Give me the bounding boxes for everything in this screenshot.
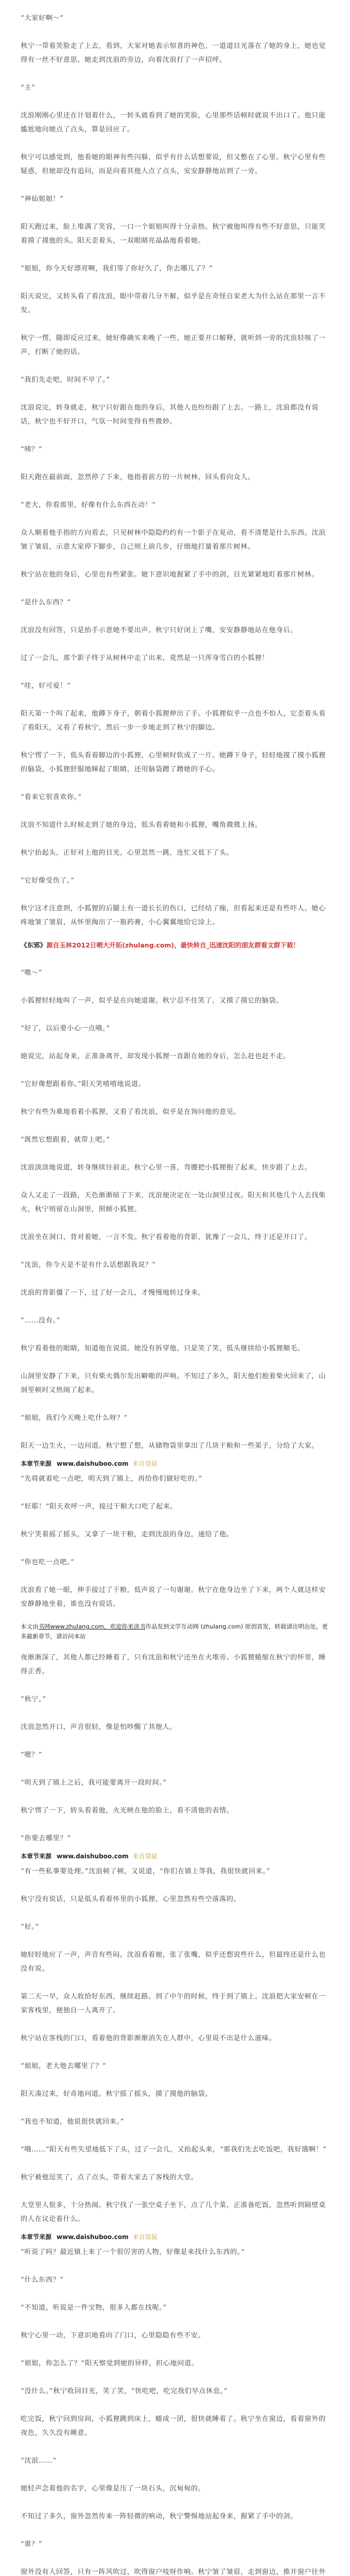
watermark-url[interactable]: www.daishuboo.com xyxy=(57,1460,129,1467)
paragraph: “姐姐，我们今天晚上吃什么呀？” xyxy=(21,1414,128,1422)
paragraph: 秋宁站在他的身后，心里也有些紧张。她下意识地握紧了手中的剑，目光紧紧地盯着那片树林。 xyxy=(21,571,319,579)
paragraph: “姐姐，你怎么了？”阳天察觉到她的异样，担心地问道。 xyxy=(21,2360,199,2367)
paragraph: 秋宁心里一动，下意识地看向了门口，心里隐隐有些不安。 xyxy=(21,2332,205,2340)
paragraph: “明天到了镇上之后，我可能要离开一段时间。” xyxy=(21,1779,167,1787)
paragraph: “哇，好可爱！” xyxy=(21,682,71,690)
paragraph: 阳天跑过来，脸上堆满了笑容，一口一个姐姐叫得十分亲热。秋宁被他叫得有些不好意思，只能笑着摸了摸他的头。阳天歪着头，一双眼睛亮晶晶地看着她。 xyxy=(21,223,326,245)
paragraph: 过了一会儿，那个影子终于从树林中走了出来，竟然是一只浑身雪白的小狐狸！ xyxy=(21,654,269,662)
paragraph: 沈浪没有回答，只是抬手示意她不要出声。秋宁只好闭上了嘴，安安静静地站在他身后。 xyxy=(21,626,297,634)
mid-notice-left: 本文由 xyxy=(21,1623,39,1630)
paragraph: 众人顺着他手指的方向看去，只见树林中隐隐约约有一个影子在晃动，看不清楚是什么东西。沈浪皱了皱眉，示意大家停下脚步，自己则上前几步，仔细地打量着那片树林。 xyxy=(21,529,326,551)
paragraph: 山洞里安静了下来，只有柴火偶尔发出噼啪的声响。不知过了多久，阳天他们抱着柴火回来了，山洞里顿时又热闹了起来。 xyxy=(21,1372,326,1394)
watermark-line xyxy=(21,1460,332,1468)
paragraph: 秋宁有些为难地看着小狐狸，又看了看沈浪，似乎是在询问他的意见。 xyxy=(21,1108,241,1116)
paragraph: “秋宁。” xyxy=(21,1696,46,1703)
watermark-site: 本章节来源 xyxy=(21,2233,52,2241)
paragraph: “好。” xyxy=(21,1923,39,1931)
watermark-label: 来自袋鼠 xyxy=(132,2233,157,2241)
paragraph: 秋宁可以感觉到，他看她的眼神有些闪躲，似乎有什么话想要说，但又憋在了心里。秋宁心里有些疑惑，但她却没有追问，而是向着其他人点了点头，安安静静地站到了一旁。 xyxy=(21,154,326,175)
paragraph: 秋宁站在客栈的门口，看着他的背影渐渐消失在人群中，心里说不出是什么滋味。 xyxy=(21,2035,276,2042)
paragraph: 沈浪刚刚心里还在计划着什么，一转头就看到了她的笑脸，心里那些话顿时就说不出口了。他只能尴尬地向她点了点头，算是回应了。 xyxy=(21,112,326,133)
paragraph: “我们先走吧，时间不早了。” xyxy=(21,376,110,384)
paragraph: 秋宁愣了一下，低头看着脚边的小狐狸，心里顿时软成了一片。她蹲下身子，轻轻地摸了摸小狐狸的脑袋，小狐狸舒服地眯起了眼睛，还用脑袋蹭了蹭她的手心。 xyxy=(21,752,326,773)
paragraph: “你也吃一点吧。” xyxy=(21,1558,75,1566)
watermark-site: 本章节来源 xyxy=(21,1853,52,1860)
paragraph: “它好像受伤了。” xyxy=(21,877,75,885)
paragraph: 秋宁看着他的眼睛，知道他在说谎。她没有拆穿他，只是笑了笑，低头继续给小狐狸顺毛。 xyxy=(21,1345,305,1352)
paragraph: 夜渐渐深了，其他人都已经睡着了，只有沈浪和秋宁还坐在火堆旁。小狐狸蜷缩在秋宁的怀里，睡得正香。 xyxy=(21,1654,326,1675)
paragraph: 沈浪看了她一眼，伸手接过了干粮，低声说了一句谢谢。秋宁在他身边坐了下来，两个人就这样安安静静地坐着，谁也没有说话。 xyxy=(21,1586,326,1608)
paragraph: “沈浪，你今天是不是有什么话想跟我说？” xyxy=(21,1261,156,1269)
source-prefix: 《东邪》 xyxy=(21,941,47,949)
watermark-url[interactable]: www.daishuboo.com xyxy=(57,2233,129,2241)
watermark-label: 来自袋鼠 xyxy=(132,1853,157,1860)
paragraph: 窗外没有人回答，只有一阵风吹过，吹得窗户吱呀作响。秋宁皱了皱眉，走到窗边，推开窗户往外 xyxy=(21,2568,326,2576)
paragraph: “好耶！”阳天欢呼一声，接过干粮大口吃了起来。 xyxy=(21,1503,178,1511)
watermark-label: 来自袋鼠 xyxy=(132,1460,157,1467)
paragraph: “嗯？” xyxy=(21,1751,43,1759)
paragraph: 秋宁这才注意到，小狐狸的后腿上有一道长长的伤口，已经结了痂，但看起来还是有些吓人。她心疼地皱了皱眉，从怀里掏出了一瓶药膏，小心翼翼地给它涂上。 xyxy=(21,905,326,926)
paragraph: “姐姐，你今天好漂亮啊，我们等了你好久了，你去哪儿了？” xyxy=(21,265,213,273)
paragraph: 沈浪说完，转身就走，秋宁只好跟在他的身后，其他人也纷纷跟了上去。一路上，沈浪都没有说话，秋宁也不好开口，气氛一时间变得有些微妙。 xyxy=(21,404,319,426)
paragraph: 她说完，站起身来，正准备离开，却发现小狐狸一直跟在她的身后，怎么赶也赶不走。 xyxy=(21,1053,290,1060)
paragraph: “谁？” xyxy=(21,2540,43,2548)
paragraph: 沈浪不知道什么时候走到了她的身边，低头看着她和小狐狸，嘴角微微上扬。 xyxy=(21,821,262,829)
paragraph: “听说了吗？最近镇上来了一个很厉害的人物，好像是来找什么东西的。” xyxy=(21,2248,245,2256)
paragraph: “好了，以后要小心一点哦。” xyxy=(21,1025,110,1032)
paragraph: 阳天一边生火，一边问道。秋宁想了想，从储物袋里拿出了几块干粮和一些果子，分给了大家。 xyxy=(21,1442,319,1450)
paragraph: 阳天跑在最前面，忽然停了下来，他指着前方的一片树林，回头看向众人。 xyxy=(21,473,255,481)
paragraph: “你要去哪里？” xyxy=(21,1835,71,1842)
paragraph: 众人又走了一段路，天色渐渐暗了下来，沈浪便决定在一处山洞里过夜。阳天和其他几个人去找柴火，秋宁则留在山洞里，照顾小狐狸。 xyxy=(21,1192,326,1213)
paragraph: 不知过了多久，窗外忽然传来一阵轻微的响动，秋宁警惕地站起身来，握紧了手中的剑。 xyxy=(21,2513,297,2520)
paragraph: “我也不知道，他说很快就回来。” xyxy=(21,2118,125,2126)
paragraph: “没什么。”秋宁收回目光，笑了笑，“快吃吧，吃完我们早点休息。” xyxy=(21,2387,228,2395)
paragraph: 秋宁没有说话，只是低头看着怀里的小狐狸，心里忽然有些空落落的。 xyxy=(21,1895,241,1903)
paragraph: “神仙姐姐！” xyxy=(21,195,64,203)
paragraph: “哦……”阳天有些失望地低下了头，过了一会儿，又抬起头来，“那我们先去吃饭吧，我好饿啊！” xyxy=(21,2146,327,2154)
paragraph: “主” xyxy=(21,84,36,92)
paragraph: 沈浪忽然开口，声音很轻，像是怕吵醒了其他人。 xyxy=(21,1723,177,1731)
paragraph: “是什么东西？” xyxy=(21,599,71,606)
paragraph: “什么东西？” xyxy=(21,2276,64,2284)
paragraph: 她轻轻地应了一声，声音有些闷。沈浪看着她，张了张嘴，似乎还想说些什么，但最终还是什么也没有说。 xyxy=(21,1951,326,1973)
paragraph: 阳天第一个叫了起来，他蹲下身子，朝着小狐狸伸出了手。小狐狸似乎一点也不怕人，它歪着头看了看阳天，又看了看秋宁，然后一步一步地走到了秋宁的脚边。 xyxy=(21,710,326,732)
paragraph: 秋宁笑着摇了摇头，又拿了一块干粮，走到沈浪的身边，递给了他。 xyxy=(21,1531,234,1538)
paragraph: 沈浪坐在洞口，背对着她，一言不发。秋宁看着他的背影，犹豫了一会儿，终于还是开口了。 xyxy=(21,1233,312,1241)
paragraph: 阳天说完，又转头看了看沈浪，眼中带着几分不解，似乎是在奇怪自家老大为什么站在那里一言不发。 xyxy=(21,293,326,314)
watermark-site: 本章节来源 xyxy=(21,1460,52,1467)
paragraph: 第二天一早，众人收拾好东西，继续赶路。到了中午的时候，终于到了镇上。沈浪把大家安顿在一家客栈里，便独自一人离开了。 xyxy=(21,1993,326,2014)
paragraph: 秋宁愣了一下，转头看着他，火光映在他的脸上，看不清他的表情。 xyxy=(21,1807,234,1815)
watermark-url[interactable]: www.daishuboo.com xyxy=(57,1853,129,1860)
watermark-line xyxy=(21,1852,332,1860)
paragraph: 大堂里人很多，十分热闹。秋宁找了一张空桌子坐下，点了几个菜，正准备吃饭，忽然听到隔壁桌的人在议论着什么。 xyxy=(21,2201,326,2223)
paragraph: “姐姐，老大他去哪里了？” xyxy=(21,2062,107,2070)
source-link[interactable]: 源自玉林2012日晒大开拓(zhulang.com)，最快转自_迅速沈阳的朋友群看文群下载！ xyxy=(46,941,300,949)
paragraph: “它好像想跟着你。”阳天笑嘻嘻地说道。 xyxy=(21,1080,146,1088)
paragraph: 小狐狸轻轻地叫了一声，似乎是在向她道谢。秋宁忍不住笑了，又摸了摸它的脑袋。 xyxy=(21,997,284,1005)
mid-notice-link[interactable]: 书网www.zhulang.com，欢迎你来读书 xyxy=(38,1623,146,1630)
paragraph: 沈浪的背影僵了一下，过了好一会儿，才慢慢地转过身来。 xyxy=(21,1289,205,1297)
paragraph: 她轻声念着他的名字，心里像是压了一块石头，沉甸甸的。 xyxy=(21,2485,205,2493)
paragraph: 阳天凑过来，好奇地问道。秋宁摇了摇头，摸了摸他的脑袋。 xyxy=(21,2090,213,2098)
paragraph: 秋宁一愣，随即反应过来，她好像确实来晚了一些。她正要开口解释，就听到一旁的沈浪轻咳了一声，打断了她的话。 xyxy=(21,334,326,356)
paragraph: “……没有。” xyxy=(21,1317,61,1325)
paragraph: “先将就着吃一点吧，明天到了镇上，再给你们做好吃的。” xyxy=(21,1475,202,1483)
paragraph: “咦？” xyxy=(21,446,43,453)
mid-notice xyxy=(21,1621,332,1640)
paragraph: “沈浪……” xyxy=(21,2457,57,2465)
paragraph: “老大，你看那里，好像有什么东西在动！” xyxy=(21,501,156,509)
paragraph: “既然它想跟着，就带上吧。” xyxy=(21,1136,110,1144)
paragraph: “看来它很喜欢你。” xyxy=(21,793,82,801)
paragraph: 秋宁抬起头，正好对上他的目光，心里忽然一跳，连忙又低下了头。 xyxy=(21,849,234,857)
source-notice xyxy=(21,940,332,951)
paragraph: 秋宁被他逗笑了，点了点头，带着大家去了客栈的大堂。 xyxy=(21,2174,198,2181)
paragraph: “嗷～” xyxy=(21,969,43,977)
paragraph: 沈浪淡淡地说道，转身继续往前走。秋宁心里一喜，弯腰把小狐狸抱了起来，快步跟了上去。 xyxy=(21,1164,312,1172)
paragraph: “有一些私事要处理。”沈浪顿了顿，又说道，“你们在镇上等我，我很快就回来。” xyxy=(21,1868,270,1875)
watermark-line xyxy=(21,2233,332,2241)
paragraph: 秋宁一带着笑脸走了上去，看到，大家对她表示惊喜的神色，一道道目光落在了她的身上，她也觉得有一丝不好意思。她走到沈浪的旁边，向着沈浪打了一声招呼。 xyxy=(21,42,326,64)
paragraph: 吃完饭，秋宁回到房间，小狐狸跳到床上，蜷成一团，很快就睡着了。秋宁坐在窗边，看着窗外的夜色，久久没有睡意。 xyxy=(21,2415,326,2437)
paragraph: “不知道，听说是一件宝物，很多人都在找呢。” xyxy=(21,2304,167,2312)
paragraph: “大家好啊～” xyxy=(21,14,64,22)
mid-notice-right: 作品发到文学互动网 (zhulang.com) 原创首发，转载请注明出处，更多最新章节，请访问本站 xyxy=(21,1623,328,1640)
